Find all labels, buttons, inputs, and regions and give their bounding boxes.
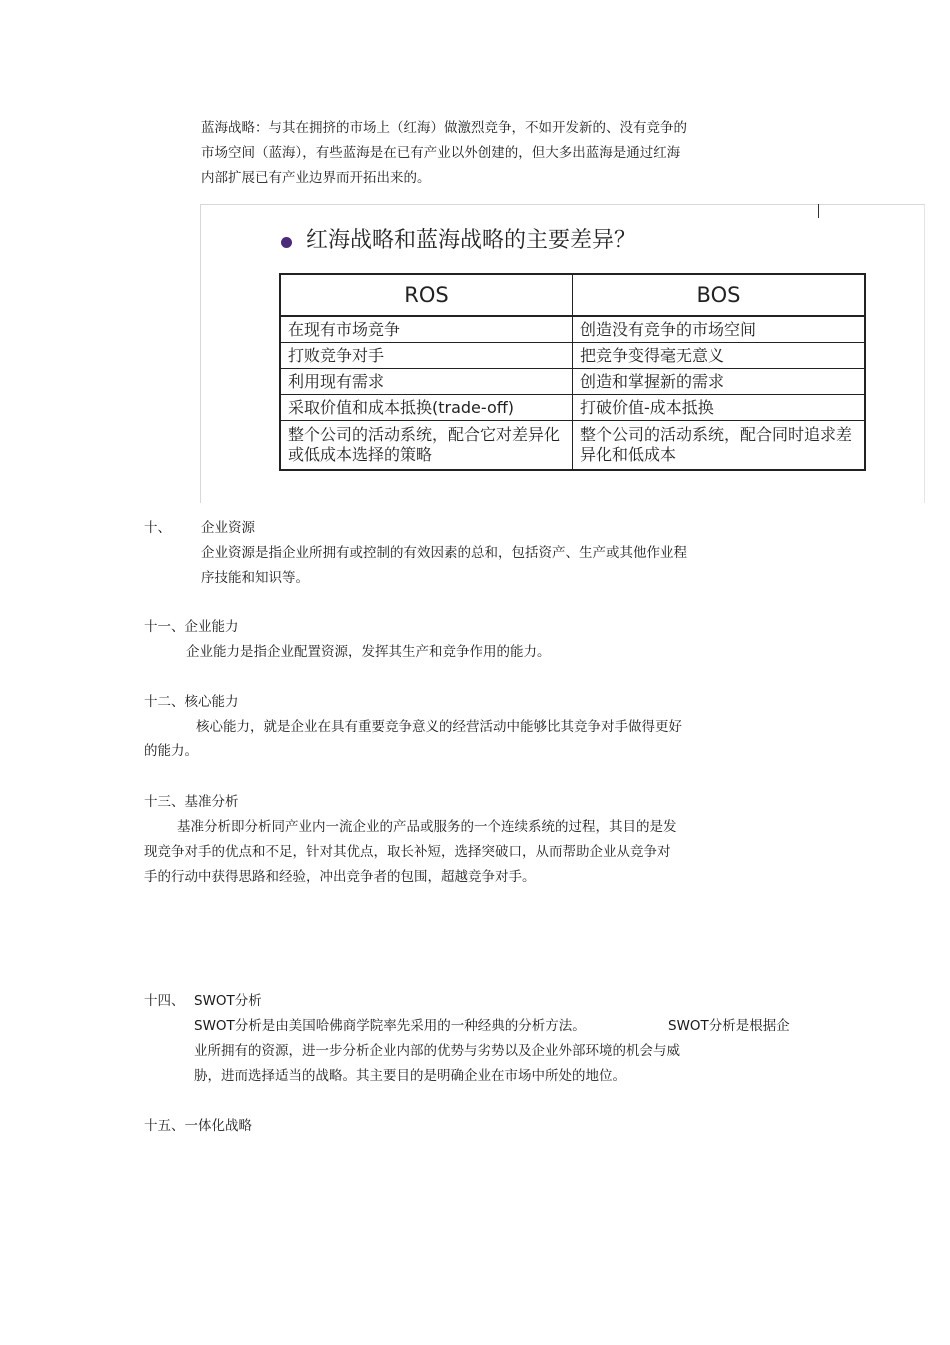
table-cell: 打破价值-成本抵换 xyxy=(573,395,866,421)
section-12-heading: 十二、核心能力 xyxy=(144,694,239,710)
intro-line-1: 蓝海战略：与其在拥挤的市场上（红海）做激烈竞争，不如开发新的、没有竞争的 xyxy=(201,120,687,136)
table-cell: 采取价值和成本抵换(trade-off) xyxy=(280,395,573,421)
section-13-heading: 十三、基准分析 xyxy=(144,794,239,810)
section-10-line-2: 序技能和知识等。 xyxy=(201,570,309,586)
section-15-heading: 十五、一体化战略 xyxy=(144,1118,252,1134)
intro-line-3: 内部扩展已有产业边界而开拓出来的。 xyxy=(201,170,431,186)
table-row xyxy=(280,316,865,343)
table-cell: 整个公司的活动系统，配合它对差异化或低成本选择的策略 xyxy=(280,421,573,471)
bullet-icon xyxy=(281,237,292,248)
section-14-line-1b: SWOT分析是根据企 xyxy=(668,1018,790,1034)
cursor-mark xyxy=(818,204,819,218)
table-cell: 利用现有需求 xyxy=(280,369,573,395)
table-row xyxy=(280,343,865,369)
figure-title: 红海战略和蓝海战略的主要差异？ xyxy=(306,228,637,253)
section-14-line-1a: SWOT分析是由美国哈佛商学院率先采用的一种经典的分析方法。 xyxy=(194,1018,586,1034)
section-12-line-1: 核心能力，就是企业在具有重要竞争意义的经营活动中能够比其竞争对手做得更好 xyxy=(196,719,682,735)
section-11-line-1: 企业能力是指企业配置资源，发挥其生产和竞争作用的能力。 xyxy=(186,644,551,660)
section-10-number: 十、 xyxy=(144,520,171,536)
table-cell: 整个公司的活动系统，配合同时追求差异化和低成本 xyxy=(573,421,866,471)
section-12-line-2: 的能力。 xyxy=(144,743,198,759)
table-cell: 在现有市场竞争 xyxy=(280,316,573,343)
section-13-line-3: 手的行动中获得思路和经验，冲出竞争者的包围，超越竞争对手。 xyxy=(144,869,536,885)
table-row xyxy=(280,421,865,471)
section-11-heading: 十一、企业能力 xyxy=(144,619,239,635)
table-row xyxy=(280,369,865,395)
section-10-line-1: 企业资源是指企业所拥有或控制的有效因素的总和，包括资产、生产或其他作业程 xyxy=(201,545,687,561)
table-header-row xyxy=(280,274,865,316)
comparison-figure xyxy=(200,204,925,503)
table-cell: 把竞争变得毫无意义 xyxy=(573,343,866,369)
header-bos: BOS xyxy=(573,274,866,316)
table-cell: 创造和掌握新的需求 xyxy=(573,369,866,395)
table-row xyxy=(280,395,865,421)
table-cell: 打败竞争对手 xyxy=(280,343,573,369)
section-10-title: 企业资源 xyxy=(201,520,255,536)
intro-line-2: 市场空间（蓝海），有些蓝海是在已有产业以外创建的，但大多出蓝海是通过红海 xyxy=(201,145,681,161)
section-14-number: 十四、 xyxy=(144,993,185,1009)
comparison-table xyxy=(279,273,866,471)
section-13-line-1: 基准分析即分析同产业内一流企业的产品或服务的一个连续系统的过程，其目的是发 xyxy=(177,819,677,835)
section-13-line-2: 现竞争对手的优点和不足，针对其优点，取长补短，选择突破口，从而帮助企业从竞争对 xyxy=(144,844,671,860)
header-ros: ROS xyxy=(280,274,573,316)
section-14-line-3: 胁，进而选择适当的战略。其主要目的是明确企业在市场中所处的地位。 xyxy=(194,1068,626,1084)
section-14-title: SWOT分析 xyxy=(194,993,262,1009)
section-14-line-2: 业所拥有的资源，进一步分析企业内部的优势与劣势以及企业外部环境的机会与威 xyxy=(194,1043,680,1059)
table-cell: 创造没有竞争的市场空间 xyxy=(573,316,866,343)
